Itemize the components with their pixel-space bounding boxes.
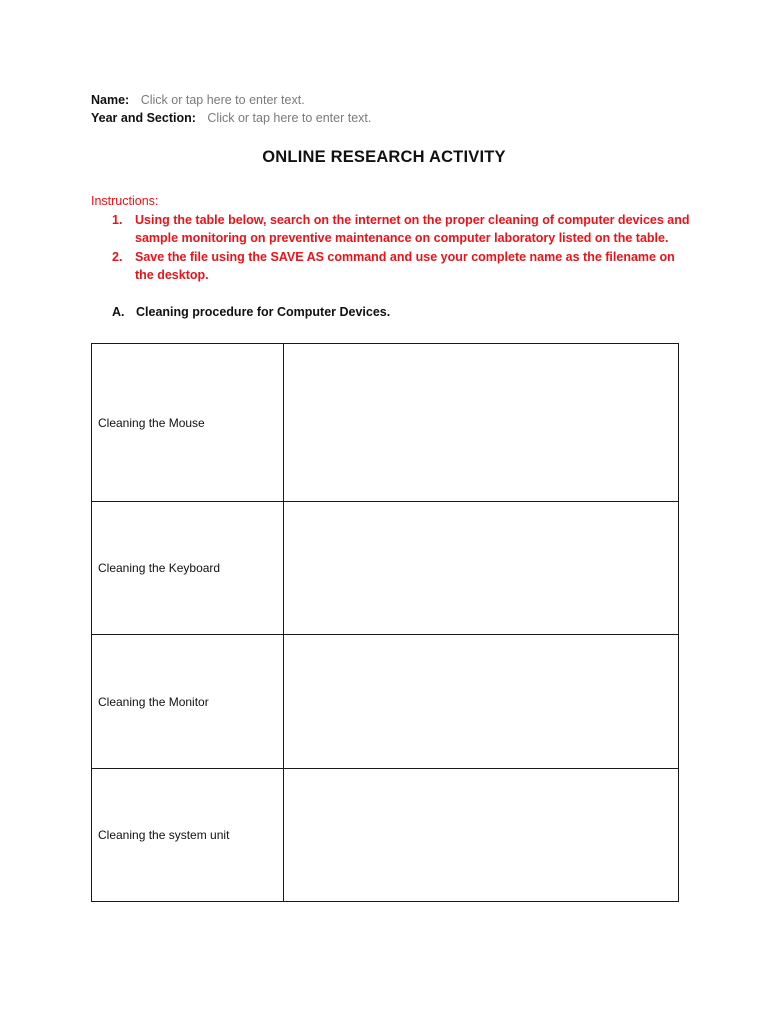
name-field-row <box>91 92 305 108</box>
instruction-text: Save the file using the SAVE AS command and use your complete name as the filename on the desktop. <box>135 249 675 282</box>
year-section-input[interactable]: Click or tap here to enter text. <box>207 111 372 125</box>
table-row <box>92 502 679 635</box>
table-row <box>92 769 679 902</box>
name-label: Name: <box>91 93 130 107</box>
section-title: Cleaning procedure for Computer Devices. <box>136 305 391 319</box>
section-a-heading <box>112 305 390 319</box>
answer-cell[interactable] <box>284 635 679 769</box>
instruction-item <box>91 211 691 248</box>
name-input[interactable]: Click or tap here to enter text. <box>140 93 305 107</box>
answer-cell[interactable] <box>284 344 679 502</box>
instruction-text: Using the table below, search on the internet on the proper cleaning of computer devices and sample monitoring on preventive maintenance on computer laboratory listed on the table. <box>135 212 690 245</box>
instructions-list <box>91 211 691 285</box>
instruction-item <box>91 248 691 285</box>
year-section-label: Year and Section: <box>91 111 196 125</box>
row-label: Cleaning the Monitor <box>92 635 284 769</box>
document-title: ONLINE RESEARCH ACTIVITY <box>262 148 506 166</box>
instruction-number: 2. <box>112 249 123 264</box>
answer-cell[interactable] <box>284 502 679 635</box>
row-label: Cleaning the Keyboard <box>92 502 284 635</box>
instructions-block <box>91 192 691 285</box>
section-letter: A. <box>112 305 125 319</box>
instructions-heading: Instructions: <box>91 194 159 208</box>
answer-cell[interactable] <box>284 769 679 902</box>
cleaning-procedure-table <box>91 343 679 902</box>
year-section-field-row <box>91 110 371 126</box>
table-row <box>92 344 679 502</box>
row-label: Cleaning the system unit <box>92 769 284 902</box>
instruction-number: 1. <box>112 212 123 227</box>
table-row <box>92 635 679 769</box>
row-label: Cleaning the Mouse <box>92 344 284 502</box>
